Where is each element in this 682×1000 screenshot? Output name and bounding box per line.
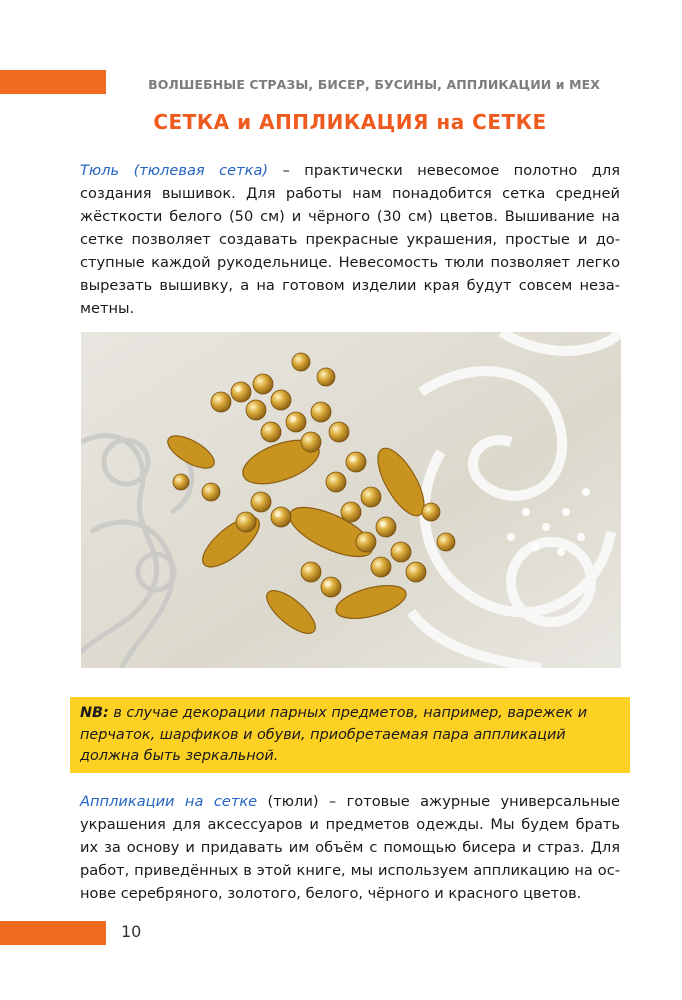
note-text: [80, 703, 620, 768]
term-tulle: Тюль (тюлевая сетка): [80, 162, 269, 179]
header-accent-bar: [0, 70, 106, 94]
section-title: СЕТКА и АППЛИКАЦИЯ на СЕТКЕ: [153, 110, 547, 134]
note-body: в случае декорации парных предметов, например, варежек и перчаток, шарфиков и обуви, приобретаемая пара аппликаций должна быть зеркальной.: [80, 705, 588, 764]
lace-illustration: [81, 332, 621, 668]
applique-paragraph-text: (тюли) – готовые ажурные универсальные украшения для аксессуаров и предметов одежды. Мы будем брать их за основу и придавать им объём с помощью бисера и страз. Для работ, приведённых в этой книге, мы используем аппликацию на основе серебряного, золотого, белого, чёрного и красного цветов.: [80, 793, 620, 902]
running-header: ВОЛШЕБНЫЕ СТРАЗЫ, БИСЕР, БУСИНЫ, АППЛИКАЦИИ и МЕХ: [148, 77, 600, 92]
intro-paragraph-text: – практически невесомое полотно для создания вышивок. Для работы нам понадобится сетка средней жёсткости белого (50 см) и чёрного (30 см) цветов. Вышивание на сетке позволяет создавать прекрасные украшения, простые и доступные каждой рукодельнице. Невесомость тюли позволяет легко вырезать вышивку, а на готовом изделии края будут совсем незаметны.: [80, 162, 620, 317]
term-applique: Аппликации на сетке: [80, 793, 258, 810]
footer-accent-bar: [0, 921, 106, 945]
page-number: 10: [121, 922, 142, 941]
note-label: NB:: [80, 705, 109, 721]
lace-photo: [81, 332, 621, 668]
applique-paragraph: [80, 790, 620, 905]
intro-paragraph: [80, 159, 620, 320]
